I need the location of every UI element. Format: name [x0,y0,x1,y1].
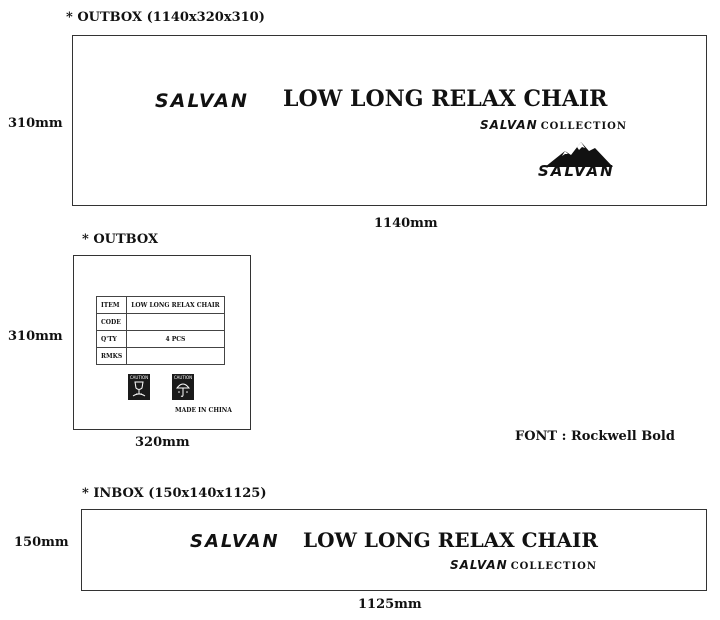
caution-fragile-icon [128,374,150,400]
inbox-collection-word: COLLECTION [510,561,597,572]
outbox-large-collection [480,114,627,133]
outbox-large-heading: * OUTBOX (1140x320x310) [66,10,265,25]
umbrella-icon [175,380,191,398]
inbox-heading: * INBOX (150x140x1125) [82,486,267,501]
table-cell-key: CODE [97,314,127,331]
table-row [97,331,225,348]
fragile-glass-icon [131,380,147,398]
table-cell-value: LOW LONG RELAX CHAIR [127,297,225,314]
inbox-brand: SALVAN [190,531,280,552]
font-note: FONT : Rockwell Bold [515,429,675,444]
inbox-width-label: 1125mm [358,597,422,612]
outbox-side-width-label: 320mm [135,435,190,450]
inbox-title: LOW LONG RELAX CHAIR [303,528,598,552]
outbox-large-collection-word: COLLECTION [540,121,627,132]
outbox-side-height-label: 310mm [8,329,63,344]
caution-umbrella-text: CAUTION [173,375,193,380]
outbox-large-panel [72,35,707,206]
label-table [96,296,225,365]
table-row [97,348,225,365]
outbox-large-collection-brand: SALVAN [479,118,538,132]
caution-fragile-text: CAUTION [129,375,149,380]
outbox-large-title: LOW LONG RELAX CHAIR [283,86,608,112]
caution-umbrella-icon [172,374,194,400]
inbox-height-label: 150mm [14,535,69,550]
inbox-collection-brand: SALVAN [449,558,508,572]
table-cell-key: Q'TY [97,331,127,348]
table-cell-value [127,348,225,365]
outbox-large-logo-text: SALVAN [538,162,615,180]
inbox-collection [450,554,597,573]
outbox-side-panel [73,255,251,430]
table-cell-key: ITEM [97,297,127,314]
table-row [97,297,225,314]
made-in-label: MADE IN CHINA [175,407,232,414]
inbox-panel [81,509,707,591]
table-cell-key: RMKS [97,348,127,365]
outbox-large-height-label: 310mm [8,116,63,131]
table-cell-value [127,314,225,331]
table-cell-value: 4 PCS [127,331,225,348]
outbox-large-brand: SALVAN [155,90,249,112]
table-row [97,314,225,331]
outbox-side-heading: * OUTBOX [82,232,159,247]
outbox-large-width-label: 1140mm [374,216,438,231]
